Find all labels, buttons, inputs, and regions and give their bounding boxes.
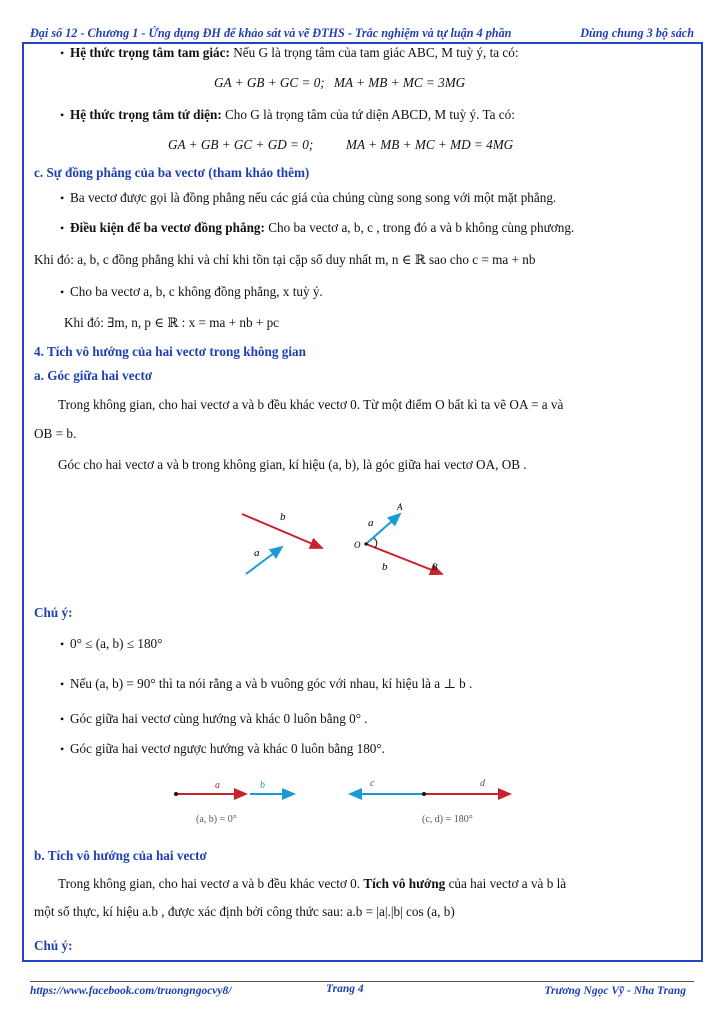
non-coplanar-text: Cho ba vectơ a, b, c không đồng phẳng, x tuỳ ý. — [70, 284, 323, 299]
centroid-triangle-text: Nếu G là trọng tâm của tam giác ABC, M tuỳ ý, ta có: — [233, 45, 519, 60]
vector-OB-arrow — [366, 544, 442, 574]
centroid-triangle-line — [70, 45, 519, 61]
label-c-180: c — [370, 778, 375, 789]
origin-dot-left — [174, 792, 178, 796]
vector-a-arrow — [246, 547, 282, 574]
formula-triangle-a: GA + GB + GC = 0; — [214, 75, 325, 90]
origin-dot-right — [422, 792, 426, 796]
centroid-tetra-title: Hệ thức trọng tâm tứ diện: — [70, 107, 222, 122]
section-a-heading: a. Góc giữa hai vectơ — [34, 368, 153, 383]
decomposition-formula: Khi đó: ∃m, n, p ∈ ℝ : x = ma + nb + pc — [64, 315, 280, 330]
dot-product-post: của hai vectơ a và b là — [448, 876, 567, 891]
point-O — [364, 542, 367, 545]
bullet: • — [60, 221, 65, 235]
header-left: Đại số 12 - Chương 1 - Ứng dụng ĐH để khảo sát và vẽ ĐTHS - Trắc nghiệm và tự luận 4 phần — [30, 25, 512, 40]
footer-author: Trương Ngọc Vỹ - Nha Trang — [544, 985, 686, 997]
formula-tetra-b: MA + MB + MC + MD = 4MG — [346, 137, 514, 152]
bullet: • — [60, 285, 65, 299]
page-header — [30, 24, 694, 42]
angle-range: 0° ≤ (a, b) ≤ 180° — [70, 636, 163, 651]
footer-divider — [30, 981, 694, 982]
caption-180: (c, d) = 180° — [422, 814, 473, 825]
label-d-180: d — [480, 778, 485, 789]
bullet: • — [60, 637, 65, 651]
angle-definition: Góc cho hai vectơ a và b trong không gian, kí hiệu (a, b), là góc giữa hai vectơ OA, OB . — [58, 457, 527, 472]
centroid-triangle-title: Hệ thức trọng tâm tam giác: — [70, 45, 230, 60]
label-A: A — [397, 502, 403, 512]
same-direction-note: Góc giữa hai vectơ cùng hướng và khác 0 luôn bằng 0° . — [70, 711, 368, 726]
bullet: • — [60, 742, 65, 756]
angle-figure — [232, 492, 462, 590]
coplanar-condition-text: Cho ba vectơ a, b, c , trong đó a và b không cùng phương. — [268, 220, 575, 235]
label-b: b — [280, 511, 286, 523]
footer-link[interactable]: https://www.facebook.com/truongngocvy8/ — [30, 985, 232, 997]
coplanar-definition: Ba vectơ được gọi là đồng phẳng nếu các giá của chúng cùng song song với một mặt phẳng. — [70, 190, 557, 205]
coplanar-condition-line — [70, 220, 574, 236]
bullet: • — [60, 108, 65, 122]
label-a-2: a — [368, 517, 374, 529]
dot-product-line2: một số thực, kí hiệu a.b , được xác định bởi công thức sau: a.b = |a|.|b| cos (a, b) — [34, 904, 455, 919]
dot-product-line1 — [58, 876, 566, 892]
opposite-direction-note: Góc giữa hai vectơ ngược hướng và khác 0 luôn bằng 180°. — [70, 741, 385, 756]
section-c-heading: c. Sự đồng phẳng của ba vectơ (tham khảo thêm) — [34, 165, 310, 180]
zero-180-figure — [170, 768, 520, 830]
angle-intro-line2: OB = b. — [34, 426, 77, 441]
note-heading-1: Chú ý: — [34, 605, 73, 620]
note-heading-2: Chú ý: — [34, 938, 73, 953]
page-footer — [30, 985, 694, 1001]
angle-intro-line1: Trong không gian, cho hai vectơ a và b đều khác vectơ 0. Từ một điểm O bất kì ta vẽ OA = a và — [58, 397, 564, 412]
bullet: • — [60, 712, 65, 726]
centroid-tetra-text: Cho G là trọng tâm của tứ diện ABCD, M tuỳ ý. Ta có: — [225, 107, 515, 122]
section-4-heading: 4. Tích vô hướng của hai vectơ trong không gian — [34, 344, 306, 359]
section-b-heading: b. Tích vô hướng của hai vectơ — [34, 848, 207, 863]
centroid-tetra-line — [70, 107, 515, 123]
bullet: • — [60, 677, 65, 691]
label-b-2: b — [382, 561, 388, 573]
coplanar-statement: Khi đó: a, b, c đồng phẳng khi và chỉ khi tồn tại cặp số duy nhất m, n ∈ ℝ sao cho c = ma + nb — [34, 252, 536, 267]
label-b-zero: b — [260, 780, 265, 791]
caption-zero: (a, b) = 0° — [196, 814, 237, 825]
formula-tetra-a: GA + GB + GC + GD = 0; — [168, 137, 314, 152]
bullet: • — [60, 46, 65, 60]
header-right: Dùng chung 3 bộ sách — [580, 25, 694, 40]
page-number: Trang 4 — [326, 983, 364, 995]
coplanar-condition-title: Điều kiện để ba vectơ đồng phẳng: — [70, 220, 265, 235]
bullet: • — [60, 191, 65, 205]
perpendicular-note: Nếu (a, b) = 90° thì ta nói rằng a và b vuông góc với nhau, kí hiệu là a ⊥ b . — [70, 676, 473, 691]
formula-triangle-b: MA + MB + MC = 3MG — [334, 75, 466, 90]
label-B: B — [432, 562, 438, 572]
label-a-zero: a — [215, 780, 220, 791]
label-O: O — [354, 540, 361, 550]
dot-product-pre: Trong không gian, cho hai vectơ a và b đều khác vectơ 0. — [58, 876, 361, 891]
label-a: a — [254, 547, 260, 559]
dot-product-term: Tích vô hướng — [363, 876, 446, 891]
